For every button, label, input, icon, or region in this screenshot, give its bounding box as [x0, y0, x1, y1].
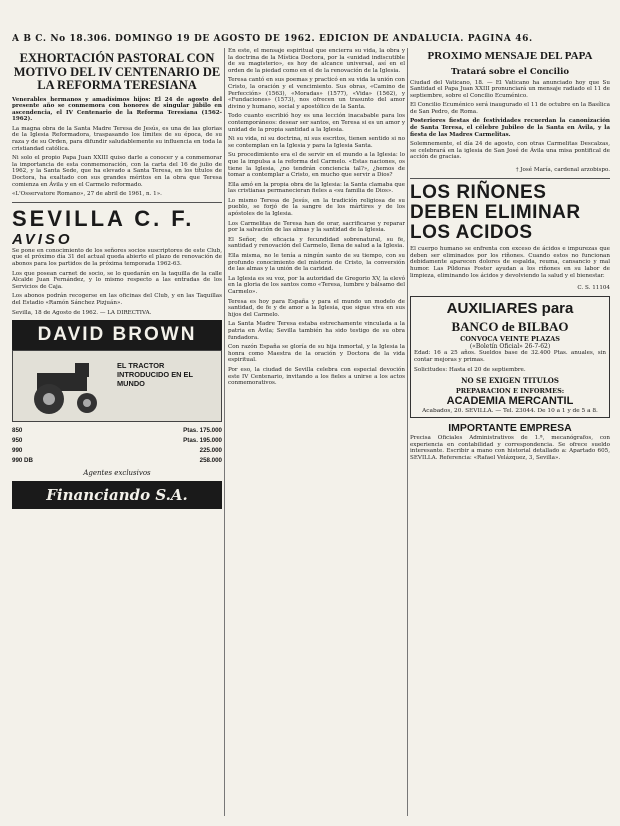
exhortation-paragraph: Ni solo el propio Papa Juan XXIII quiso darle a conocer y a conmemorar la importancia de esta conmemoración, con la carta del 16 de julio de 1962, y la Santa Sede, que ha elevado a Santa Teresa, en los títulos de Doctora, ha exaltado con sus grandes méritos en la obra que Teresa comienza en Ávila y en el Carmelo reformado. [12, 155, 222, 188]
aviso-paragraph: Los abonos podrán recogerse en las oficinas del Club, y en las Taquillas del Estadio «Ramón Sánchez Pizjuán». [12, 293, 222, 306]
article-paragraph: Su procedimiento era el de servir en el mundo a la Iglesia: lo que la impulsa a la reforma del Carmelo. «Estas naciones, os tiene la Iglesia, ¿no tendrán conciencia tal?», ¿hemos de tomar a contemplar a Cristo, en mucho que servir a Dios? [228, 152, 405, 179]
academy-address: Acabados, 20. SEVILLA. — Tel. 23044. De 10 a 1 y de 5 a 8. [422, 408, 598, 415]
papa-paragraph: Solemnemente, el día 24 de agosto, con otras Carmelitas Descalzas, se celebrará en la iglesia de San José de Ávila una misa pontifical de acción de gracias. [410, 141, 610, 161]
david-brown-logo: DAVID BROWN [12, 320, 222, 350]
rinones-body: El cuerpo humano se enfrenta con exceso de ácidos e impurezas que deben ser eliminados por los riñones. Cuando estos no funcionan debidamente aparecen dolores de espalda, reuma, cansancio y mal humor. Las Píldoras Foster ayudan a los riñones en su labor de limpieza, eliminando los ácidos y devolviendo la salud y el bienestar. [410, 246, 610, 279]
page-header: A B C. No 18.306. DOMINGO 19 DE AGOSTO DE 1962. EDICION DE ANDALUCIA. PAGINA 46. [12, 34, 533, 44]
papa-signature: † José María, cardenal arzobispo. [515, 166, 610, 173]
price-value: Ptas. 175.000 [183, 427, 222, 435]
price-model: 950 [12, 437, 23, 445]
sevilla-cf-title: SEVILLA C. F. [12, 205, 195, 231]
empresa-headline: IMPORTANTE EMPRESA [448, 422, 572, 435]
no-titles-note: NO SE EXIGEN TITULOS [461, 376, 559, 386]
auxiliares-paragraph: Solicitudes: Hasta el 20 de septiembre. [414, 366, 526, 373]
article-paragraph: Ni su vida, ni su doctrina, ni sus escritos, tienen sentido si no se contemplan en la Iglesia y para la Iglesia Santa. [228, 136, 405, 149]
papa-paragraph: Posteriores fiestas de festividades recuerdan la canonización de Santa Teresa, el célebre Jubileo de la Santa en Ávila, y la fiesta de las Madres Carmelitas. [410, 118, 610, 138]
rinones-ref: C. S. 11104 [577, 284, 610, 291]
bank-name: BANCO de BILBAO [451, 319, 569, 335]
tractor-ad [12, 350, 222, 422]
banco-bilbao-ad [410, 296, 610, 418]
price-value: 258.000 [199, 457, 222, 465]
article-paragraph: Ella misma, no le tenía a ningún santo de su tiempo, con su profundo conocimiento del misterio de Cristo, la conversión de las almas y la unión de la caridad. [228, 253, 405, 273]
column-rule-1 [224, 48, 225, 816]
article-paragraph: Con razón España se gloría de su hija inmortal, y la Iglesia la honra como Maestra de la oración y Doctora de la vida espiritual. [228, 344, 405, 364]
column-rule-2 [407, 48, 408, 816]
papa-paragraph: Ciudad del Vaticano, 18. — El Vaticano ha anunciado hoy que Su Santidad el Papa Juan XXIII pronunciará un mensaje radiado el 11 de septiembre, sobre el Concilio Ecuménico. [410, 79, 610, 99]
price-model: 850 [12, 427, 23, 435]
convoca-line: CONVOCA VEINTE PLAZAS [460, 335, 560, 344]
column-right [410, 48, 610, 818]
column-middle [228, 48, 405, 818]
article-paragraph: Todo cuanto escribió hoy es una lección inacabable para los contemporáneos: desear ser santos, en Teresa si es un amor y unidad de la propia santidad a la Iglesia. [228, 113, 405, 133]
agency-logo: Financiando S.A. [12, 481, 222, 509]
price-value: Ptas. 195.000 [183, 437, 222, 445]
aviso-paragraph: Los que posean carnet de socio, se lo quedarán en la taquilla de la calle Alcalde Juan Fernández, y lo mismo respecto a las entradas de los Servicios de Caja. [12, 270, 222, 290]
article-paragraph: Ella amó en la propia obra de la Iglesia: la Santa clamaba que las cristianas permanecieran fieles a «su familia de Dios». [228, 181, 405, 195]
divider [12, 202, 222, 203]
exhortation-intro: Venerables hermanos y amadísimos hijos: El 24 de agosto del presente año se conmemora con honores de singular júbilo en ascendencia, el IV Centenario de la Reforma Teresiana (1562-1962). [12, 96, 222, 123]
papa-subheadline: Tratará sobre el Concilio [450, 66, 570, 77]
price-row [12, 446, 222, 456]
divider [410, 178, 610, 179]
papa-paragraph: El Concilio Ecuménico será inaugurado el 11 de octubre en la Basílica de San Pedro, de Roma. [410, 102, 610, 115]
price-list [12, 426, 222, 466]
article-paragraph: Por eso, la ciudad de Sevilla celebra con especial devoción este IV Centenario, invitando a los fieles a unirse a los actos conmemorativos. [228, 366, 405, 387]
prep-label: PREPARACION E INFORMES: [455, 387, 565, 396]
article-paragraph: Teresa cantó en sus poemas y practicó en su vida la unión con Cristo, la oración y el vencimiento. Sus obras, «Camino de Perfección» (1563), «Moradas» (1577), «Vida» (1562), y «Fundaciones» (1573), nos ofrecen un trasunto del amor divino y humano, social y apostólico de la Santa. [228, 77, 405, 110]
papa-headline: PROXIMO MENSAJE DEL PAPA [427, 50, 593, 62]
auxiliares-paragraph: Edad: 16 a 25 años. Sueldos base de 32.400 Ptas. anuales, sin contar mejoras y primas. [414, 350, 606, 363]
agents-label: Agentes exclusivos [83, 469, 151, 478]
price-row [12, 436, 222, 446]
price-model: 990 DB [12, 457, 33, 465]
column-left [12, 48, 222, 818]
academy-name: ACADEMIA MERCANTIL [446, 395, 574, 408]
aviso-signature: Sevilla, 18 de Agosto de 1962. — LA DIRECTIVA. [12, 309, 152, 316]
aviso-title: AVISO [12, 230, 73, 248]
article-paragraph: La Santa Madre Teresa estaba estrechamente vinculada a la patria en Ávila; Sevilla también ha sido testigo de su obra fundadora. [228, 321, 405, 341]
tractor-tagline: EL TRACTOR INTRODUCIDO EN EL MUNDO [117, 361, 193, 389]
price-value: 225.000 [199, 447, 222, 455]
article-paragraph: Lo mismo Teresa de Jesús, en la tradición religiosa de su pueblo, se forjó de la sangre de los mártires y de los apóstoles de la Iglesia. [228, 197, 405, 218]
article-paragraph: Teresa es hoy para España y para el mundo un modelo de santidad, de fe y de amor a la Iglesia, que sigue viva en sus hijos del Carmelo. [228, 298, 405, 318]
auxiliares-title: AUXILIARES para [446, 300, 574, 318]
article-paragraph: La Iglesia es su voz, por la autoridad de Gregorio XV, la elevó en la gloria de los santos como «Teresa, lumbre y bálsamo del Carmelo». [228, 275, 405, 295]
price-row [12, 426, 222, 436]
aviso-paragraph: Se pone en conocimiento de los señores socios suscriptores de este Club, que el próximo día 31 del actual queda abierto el plazo de renovación de abonos para los partidos de la próxima temporada 1962-63. [12, 247, 222, 267]
exhortation-quote: «L'Osservatore Romano», 27 de abril de 1961, n. 1». [12, 191, 162, 198]
article-paragraph: El Señor, de eficacia y fecundidad sobrenatural, su fe, santidad y renovación del Carmelo, llena de salud a la Iglesia. [228, 236, 405, 250]
empresa-body: Precisa Oficiales Administrativos de 1.ª, mecanógrafos, con experiencia en contabilidad y correspondencia. Se ofrece sueldo interesante. Escribir a mano con historial detallado a: Apartado 605, SEVILLA. Referencia: «Rafael Velázquez, 3, Sevilla». [410, 435, 610, 461]
exhortation-headline: EXHORTACIÓN PASTORAL CON MOTIVO DEL IV CENTENARIO DE LA REFORMA TERESIANA [13, 51, 221, 92]
rinones-headline: LOS RIÑONES DEBEN ELIMINAR LOS ACIDOS [410, 182, 581, 244]
price-model: 990 [12, 447, 23, 455]
article-paragraph: Los Carmelitas de Teresa han de orar, sacrificarse y reparar por la salvación de las almas y la santidad de la Iglesia. [228, 220, 405, 234]
article-paragraph: En este, el mensaje espiritual que encierra su vida, la obra y la doctrina de la Mística Doctora, por la «unidad indiscutible de su magisterio», es hoy de alcance universal, así en el orden de la piedad como en el de la renovación de la Iglesia. [228, 48, 405, 74]
convoca-ref: («Boletín Oficial» 26-7-62) [469, 343, 551, 351]
exhortation-paragraph: La magna obra de la Santa Madre Teresa de Jesús, es una de las glorias de la Iglesia Reformadora, traspasando los límites de su época, de su raza y de su Orden, para difundir saludablemente su influencia en toda la cristiandad católica. [12, 125, 222, 152]
price-row [12, 456, 222, 466]
